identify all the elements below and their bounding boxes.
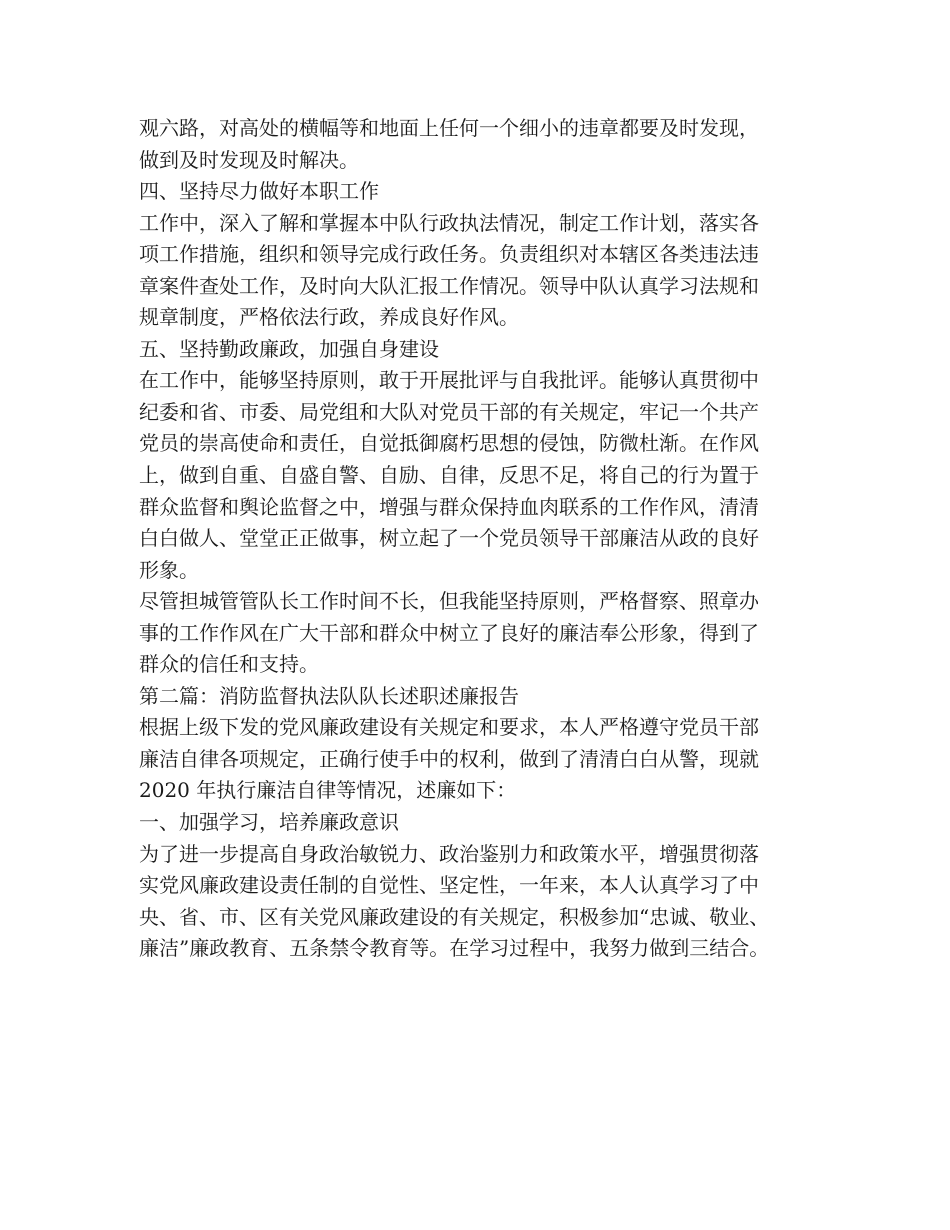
text-line: 群众监督和舆论监督之中，增强与群众保持血肉联系的工作作风，清清 [139,494,759,519]
text-line: 做到及时发现及时解决。 [139,147,359,172]
text-line: 项工作措施，组织和领导完成行政任务。负责组织对本辖区各类违法违 [139,242,759,267]
document-body [139,113,839,965]
text-line: 白白做人、堂堂正正做事，树立起了一个党员领导干部廉洁从政的良好 [139,526,759,551]
text-line: 为了进一步提高自身政治敏锐力、政治鉴别力和政策水平，增强贯彻落 [139,841,759,866]
section-heading: 一、加强学习，培养廉政意识 [139,810,399,835]
article-title: 第二篇：消防监督执法队队长述职述廉报告 [139,683,519,708]
text-line: 规章制度，严格依法行政，养成良好作风。 [139,305,519,330]
text-line: 廉洁”廉政教育、五条禁令教育等。在学习过程中，我努力做到三结合。 [139,936,770,961]
text-line: 根据上级下发的党风廉政建设有关规定和要求，本人严格遵守党员干部 [139,715,759,740]
section-heading: 四、坚持尽力做好本职工作 [139,179,379,204]
section-heading: 五、坚持勤政廉政，加强自身建设 [139,336,439,361]
text-line: 尽管担城管管队长工作时间不长，但我能坚持原则，严格督察、照章办 [139,589,759,614]
text-line: 观六路，对高处的横幅等和地面上任何一个细小的违章都要及时发现， [139,116,759,140]
text-line: 工作中，深入了解和掌握本中队行政执法情况，制定工作计划，落实各 [139,210,759,235]
text-line: 实党风廉政建设责任制的自觉性、坚定性，一年来，本人认真学习了中 [139,873,759,898]
text-line: 2020 年执行廉洁自律等情况，述廉如下： [139,778,517,803]
text-line: 上，做到自重、自盛自警、自励、自律，反思不足，将自己的行为置于 [139,463,759,488]
text-line: 党员的崇高使命和责任，自觉抵御腐朽思想的侵蚀，防微杜渐。在作风 [139,431,759,456]
text-line: 形象。 [139,557,199,582]
text-line: 央、省、市、区有关党风廉政建设的有关规定，积极参加“忠诚、敬业、 [139,904,770,929]
text-line: 章案件查处工作，及时向大队汇报工作情况。领导中队认真学习法规和 [139,273,759,298]
text-line: 纪委和省、市委、局党组和大队对党员干部的有关规定，牢记一个共产 [139,399,759,424]
text-line: 事的工作作风在广大干部和群众中树立了良好的廉洁奉公形象，得到了 [139,620,759,645]
text-line: 在工作中，能够坚持原则，敢于开展批评与自我批评。能够认真贯彻中 [139,368,759,393]
text-line: 廉洁自律各项规定，正确行使手中的权利，做到了清清白白从警，现就 [139,746,759,771]
text-line: 群众的信任和支持。 [139,652,319,677]
